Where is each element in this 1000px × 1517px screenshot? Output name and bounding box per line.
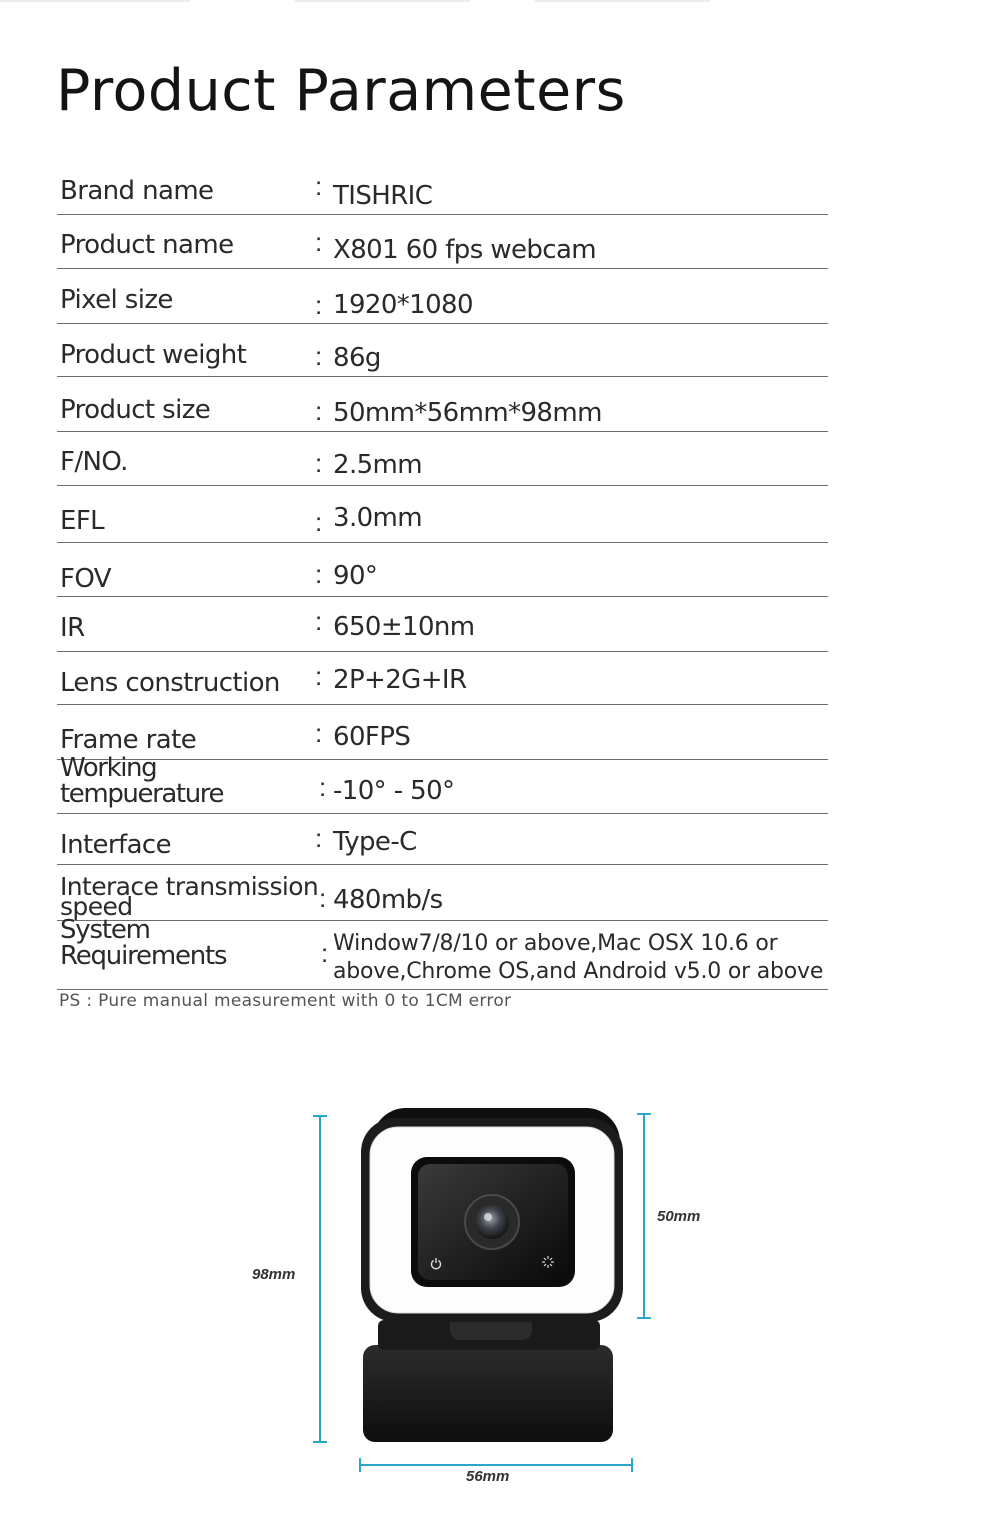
param-row-pixel-size: [57, 269, 828, 324]
param-value: X801 60 fps webcam: [333, 234, 597, 265]
param-value: 60FPS: [333, 721, 411, 752]
param-row-system-req: [57, 915, 828, 990]
param-row-product-name: [57, 215, 828, 269]
param-label: Working tempuerature: [60, 753, 224, 809]
param-label: EFL: [60, 506, 105, 536]
param-label: Interace transmission speed: [60, 872, 319, 921]
param-value: 2P+2G+IR: [333, 664, 467, 695]
param-label: Brand name: [60, 176, 214, 206]
camera-height-dimension-line: [637, 1114, 651, 1318]
parameters-table: [57, 162, 828, 990]
param-separator: :: [315, 227, 323, 257]
camera-height-dimension-label: 50mm: [657, 1208, 701, 1225]
param-row-ir: [57, 597, 828, 652]
param-separator: :: [315, 507, 323, 537]
param-label: Lens construction: [60, 668, 280, 698]
param-separator: :: [315, 718, 323, 748]
param-separator: :: [315, 661, 323, 691]
param-separator: :: [315, 823, 323, 853]
param-value: Type-C: [333, 826, 417, 857]
product-illustration: [0, 1080, 1000, 1512]
top-strip: [0, 0, 1000, 4]
param-row-product-size: [57, 377, 828, 432]
param-separator: :: [321, 938, 329, 968]
param-value: Window7/8/10 or above,Mac OSX 10.6 or above,Chrome OS,and Android v5.0 or above: [333, 931, 824, 984]
param-row-efl: [57, 486, 828, 543]
param-separator: :: [315, 341, 323, 371]
param-row-working-temp: [57, 753, 828, 814]
param-separator: :: [315, 559, 323, 589]
param-separator: :: [315, 171, 323, 201]
width-dimension-label: 56mm: [466, 1468, 510, 1485]
param-row-weight: [57, 324, 828, 377]
param-label: F/NO.: [60, 447, 128, 477]
param-value: -10° - 50°: [333, 775, 455, 806]
height-dimension-line: [313, 1116, 327, 1442]
param-label: Interface: [60, 830, 172, 860]
param-label: IR: [60, 613, 85, 643]
param-label: Product weight: [60, 340, 247, 370]
param-row-interface: [57, 814, 828, 865]
param-value: 50mm*56mm*98mm: [333, 397, 602, 428]
param-row-fov: [57, 543, 828, 597]
param-label: Product name: [60, 230, 234, 260]
param-value: 650±10nm: [333, 611, 475, 642]
webcam-illustration: [0, 1080, 1000, 1512]
param-row-lens: [57, 652, 828, 705]
param-value: 3.0mm: [333, 502, 423, 533]
param-label: Product size: [60, 395, 211, 425]
measurement-note: PS : Pure manual measurement with 0 to 1CM error: [59, 991, 512, 1011]
param-label: Frame rate: [60, 725, 197, 755]
param-value: 86g: [333, 342, 381, 373]
param-value: 2.5mm: [333, 449, 423, 480]
param-row-fno: [57, 432, 828, 486]
param-value: 90°: [333, 560, 378, 591]
webcam-base: [363, 1345, 613, 1442]
param-row-brand: [57, 162, 828, 215]
height-dimension-label: 98mm: [252, 1266, 296, 1283]
param-separator: :: [315, 290, 323, 320]
param-separator: :: [319, 772, 327, 802]
page-title: Product Parameters: [56, 58, 626, 124]
param-row-transmission: [57, 865, 828, 921]
param-row-frame-rate: [57, 705, 828, 760]
param-separator: :: [319, 883, 327, 913]
param-label: Pixel size: [60, 285, 173, 315]
param-separator: :: [315, 396, 323, 426]
param-label: System Requirements: [60, 915, 227, 971]
param-separator: :: [315, 448, 323, 478]
param-value: 480mb/s: [333, 884, 443, 915]
param-value: TISHRIC: [333, 180, 433, 211]
param-separator: :: [315, 606, 323, 636]
param-value: 1920*1080: [333, 289, 473, 320]
param-label: FOV: [60, 564, 111, 594]
